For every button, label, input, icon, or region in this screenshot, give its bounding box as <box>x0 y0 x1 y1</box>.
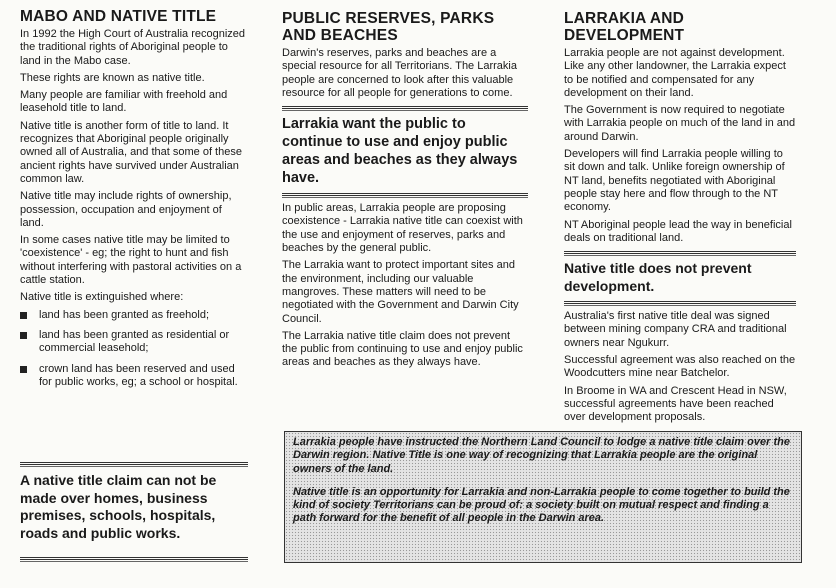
paragraph: Larrakia people are not against development. Like any other landowner, the Larrakia expect to be notified and compensated for any development on their land. <box>564 47 786 99</box>
paragraph: Darwin's reserves, parks and beaches are a special resource for all Territorians. The Larrakia people are concerned to look after this valuable resource for all people for generations to come. <box>282 47 517 99</box>
divider <box>282 106 528 111</box>
divider <box>564 301 796 306</box>
bullet-text: land has been granted as freehold; <box>39 308 210 321</box>
column-public-reserves <box>282 10 528 374</box>
callout-public-use: Larrakia want the public to continue to use and enjoy public areas and beaches as they always have. <box>282 116 518 187</box>
paragraph: In some cases native title may be limited to 'coexistence' - eg; the right to hunt and fish without interfering with pastoral activities on a cattle station. <box>20 234 242 287</box>
bullet-square-icon <box>20 366 27 373</box>
paragraph: In public areas, Larrakia people are proposing coexistence - Larrakia native title can coexist with the use and enjoyment of reserves, parks and beaches by the general public. <box>282 202 523 255</box>
divider <box>20 557 248 562</box>
paragraph: NT Aboriginal people lead the way in beneficial deals on traditional land. <box>564 218 792 244</box>
paragraph-text: In 1992 the High Court of Australia recognized the traditional rights of Aboriginal people to land in the Mabo case. <box>20 28 246 67</box>
bullet-text: land has been granted as residential or commercial leasehold; <box>39 328 230 355</box>
statement-paragraph: Larrakia people have instructed the Northern Land Council to lodge a native title claim over the Darwin region. Native Title is one way of recognizing that Larrakia people are the original owners of the land. <box>293 436 790 475</box>
paragraph: Australia's first native title deal was signed between mining company CRA and traditional owners near Ngukurr. <box>564 310 787 349</box>
paragraph: In Broome in WA and Crescent Head in NSW, successful agreements have been reached over development proposals. <box>564 384 787 424</box>
divider <box>20 462 248 467</box>
statement-paragraph: Native title is an opportunity for Larrakia and non-Larrakia people to come together to build the kind of society Territorians can be proud of: a society built on mutual respect and finding a path forward for the benefit of all people in the Darwin area. <box>293 485 790 525</box>
paragraph: Developers will find Larrakia people willing to sit down and talk. Unlike foreign ownership of NT land, benefits negotiated with Aboriginal people stay here and flow through to the NT economy. <box>564 148 785 214</box>
paragraph: Many people are familiar with freehold and leasehold title to land. <box>20 89 228 115</box>
column-development <box>564 10 796 429</box>
divider <box>282 193 528 198</box>
paragraph <box>20 28 248 68</box>
paragraph: Native title may include rights of ownership, possession, occupation and enjoyment of land. <box>20 190 232 229</box>
bullet-item <box>20 329 248 356</box>
paragraph: These rights are known as native title. <box>20 71 205 84</box>
paragraph: The Government is now required to negotiate with Larrakia people on much of the land in and around Darwin. <box>564 104 796 143</box>
heading-mabo: MABO AND NATIVE TITLE <box>20 8 217 25</box>
bullet-item <box>20 363 248 390</box>
paragraph: The Larrakia native title claim does not prevent the public from continuing to use and enjoy public areas and beaches as they always have. <box>282 329 523 369</box>
callout-native-title-claim: A native title claim can not be made over homes, business premises, schools, hospitals, roads and public works. <box>20 472 217 541</box>
paragraph: Successful agreement was also reached on the Woodcutters mine near Batchelor. <box>564 354 796 380</box>
heading-development: LARRAKIA AND DEVELOPMENT <box>564 10 685 44</box>
paragraph: Native title is another form of title to land. It recognizes that Aboriginal people originally owned all of Australia, and that some of these ancient rights have survived under Australian common law. <box>20 119 242 185</box>
bullet-text: crown land has been reserved and used for public works, eg; a school or hospital. <box>39 362 238 388</box>
bullet-square-icon <box>20 332 27 339</box>
column-mabo <box>20 8 248 396</box>
heading-public-reserves: PUBLIC RESERVES, PARKS AND BEACHES <box>282 10 495 44</box>
bullet-square-icon <box>20 312 27 319</box>
divider <box>564 251 796 256</box>
bullet-item <box>20 309 248 322</box>
shaded-statement-box <box>284 431 802 563</box>
paragraph: Native title is extinguished where: <box>20 291 184 304</box>
paragraph: The Larrakia want to protect important sites and the environment, including our valuable mangroves. These matters will need to be negotiated with the Government and Darwin City Council. <box>282 259 519 325</box>
callout-development: Native title does not prevent development. <box>564 260 752 294</box>
